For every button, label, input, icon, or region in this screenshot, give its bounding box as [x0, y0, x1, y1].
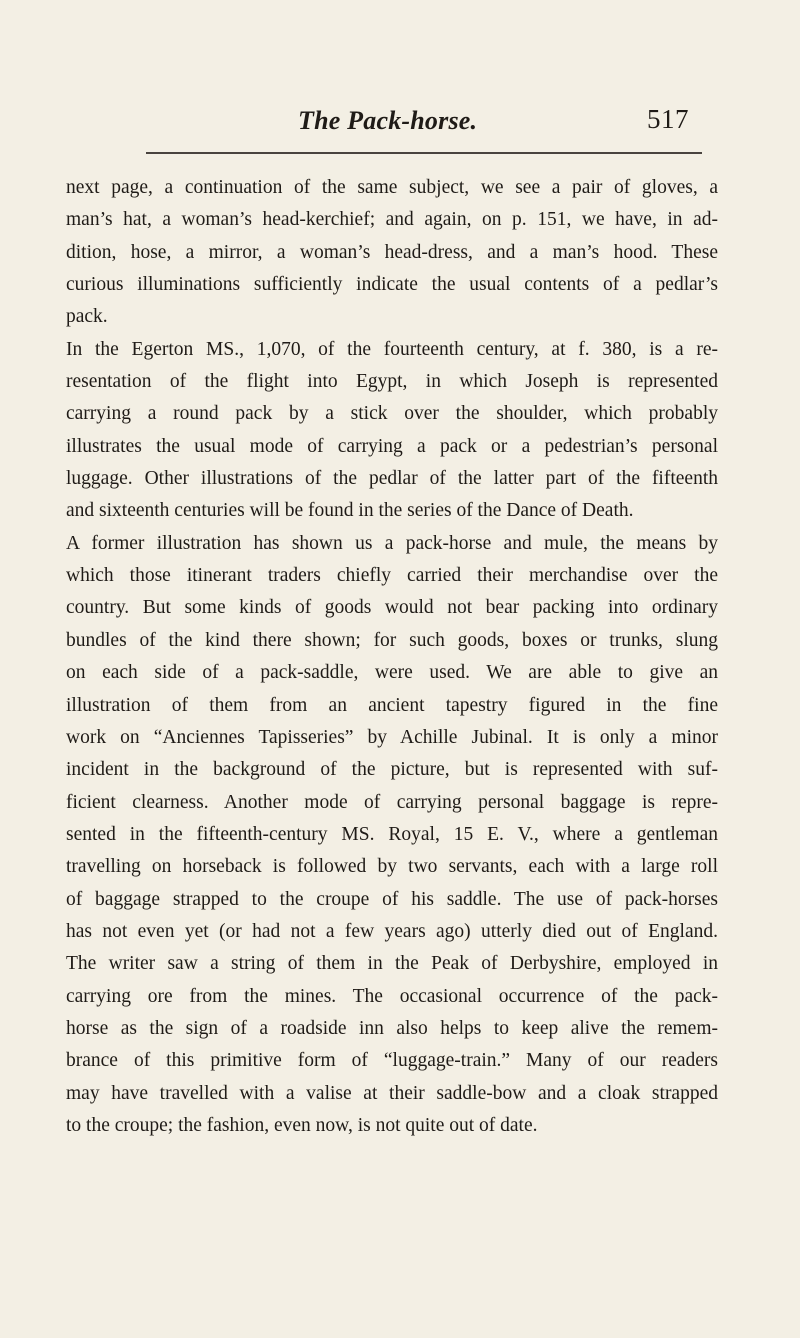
text-line: carrying ore from the mines. The occasional occurrence of the pack- [66, 985, 718, 1007]
body-text [66, 172, 718, 1142]
text-line: brance of this primitive form of “luggage-train.” Many of our readers [66, 1050, 718, 1072]
text-line: which those itinerant traders chiefly carried their merchandise over the [66, 565, 718, 587]
running-title: The Pack-horse. [298, 106, 478, 135]
text-line: The writer saw a string of them in the Peak of Derbyshire, employed in [66, 953, 718, 975]
text-line: pack. [66, 306, 108, 328]
text-line: has not even yet (or had not a few years ago) utterly died out of England. [66, 920, 718, 942]
text-line: of baggage strapped to the croupe of his saddle. The use of pack-horses [66, 888, 718, 910]
running-head [0, 100, 800, 140]
text-line: illustrates the usual mode of carrying a pack or a pedestrian’s personal [66, 435, 718, 457]
text-line: resentation of the flight into Egypt, in which Joseph is represented [66, 371, 718, 393]
text-line: sented in the fifteenth-century MS. Royal, 15 E. V., where a gentleman [66, 823, 718, 845]
text-line: to the croupe; the fashion, even now, is not quite out of date. [66, 1114, 538, 1136]
text-line: curious illuminations sufficiently indicate the usual contents of a pedlar’s [66, 274, 718, 296]
text-line: work on “Anciennes Tapisseries” by Achille Jubinal. It is only a minor [66, 726, 718, 748]
text-line: ficient clearness. Another mode of carrying personal baggage is repre- [66, 791, 718, 813]
text-line: bundles of the kind there shown; for such goods, boxes or trunks, slung [66, 629, 718, 651]
text-line: man’s hat, a woman’s head-kerchief; and again, on p. 151, we have, in ad- [66, 209, 718, 231]
page-number: 517 [647, 104, 689, 134]
text-line: luggage. Other illustrations of the pedlar of the latter part of the fifteenth [66, 468, 718, 490]
text-line: next page, a continuation of the same subject, we see a pair of gloves, a [66, 177, 718, 198]
text-line: horse as the sign of a roadside inn also helps to keep alive the remem- [66, 1017, 718, 1039]
text-line: In the Egerton MS., 1,070, of the fourteenth century, at f. 380, is a re- [66, 338, 718, 360]
text-line: carrying a round pack by a stick over the shoulder, which probably [66, 403, 718, 425]
text-line: may have travelled with a valise at their saddle-bow and a cloak strapped [66, 1082, 718, 1104]
text-line: and sixteenth centuries will be found in the series of the Dance of Death. [66, 500, 634, 522]
text-line: dition, hose, a mirror, a woman’s head-dress, and a man’s hood. These [66, 241, 718, 263]
text-line: on each side of a pack-saddle, were used. We are able to give an [66, 662, 718, 684]
text-line: incident in the background of the picture, but is represented with suf- [66, 759, 718, 781]
text-line: illustration of them from an ancient tapestry figured in the fine [66, 694, 718, 716]
text-line: A former illustration has shown us a pack-horse and mule, the means by [66, 532, 718, 554]
text-line: country. But some kinds of goods would not bear packing into ordinary [66, 597, 718, 619]
text-line: travelling on horseback is followed by two servants, each with a large roll [66, 856, 718, 878]
header-rule [146, 152, 702, 154]
